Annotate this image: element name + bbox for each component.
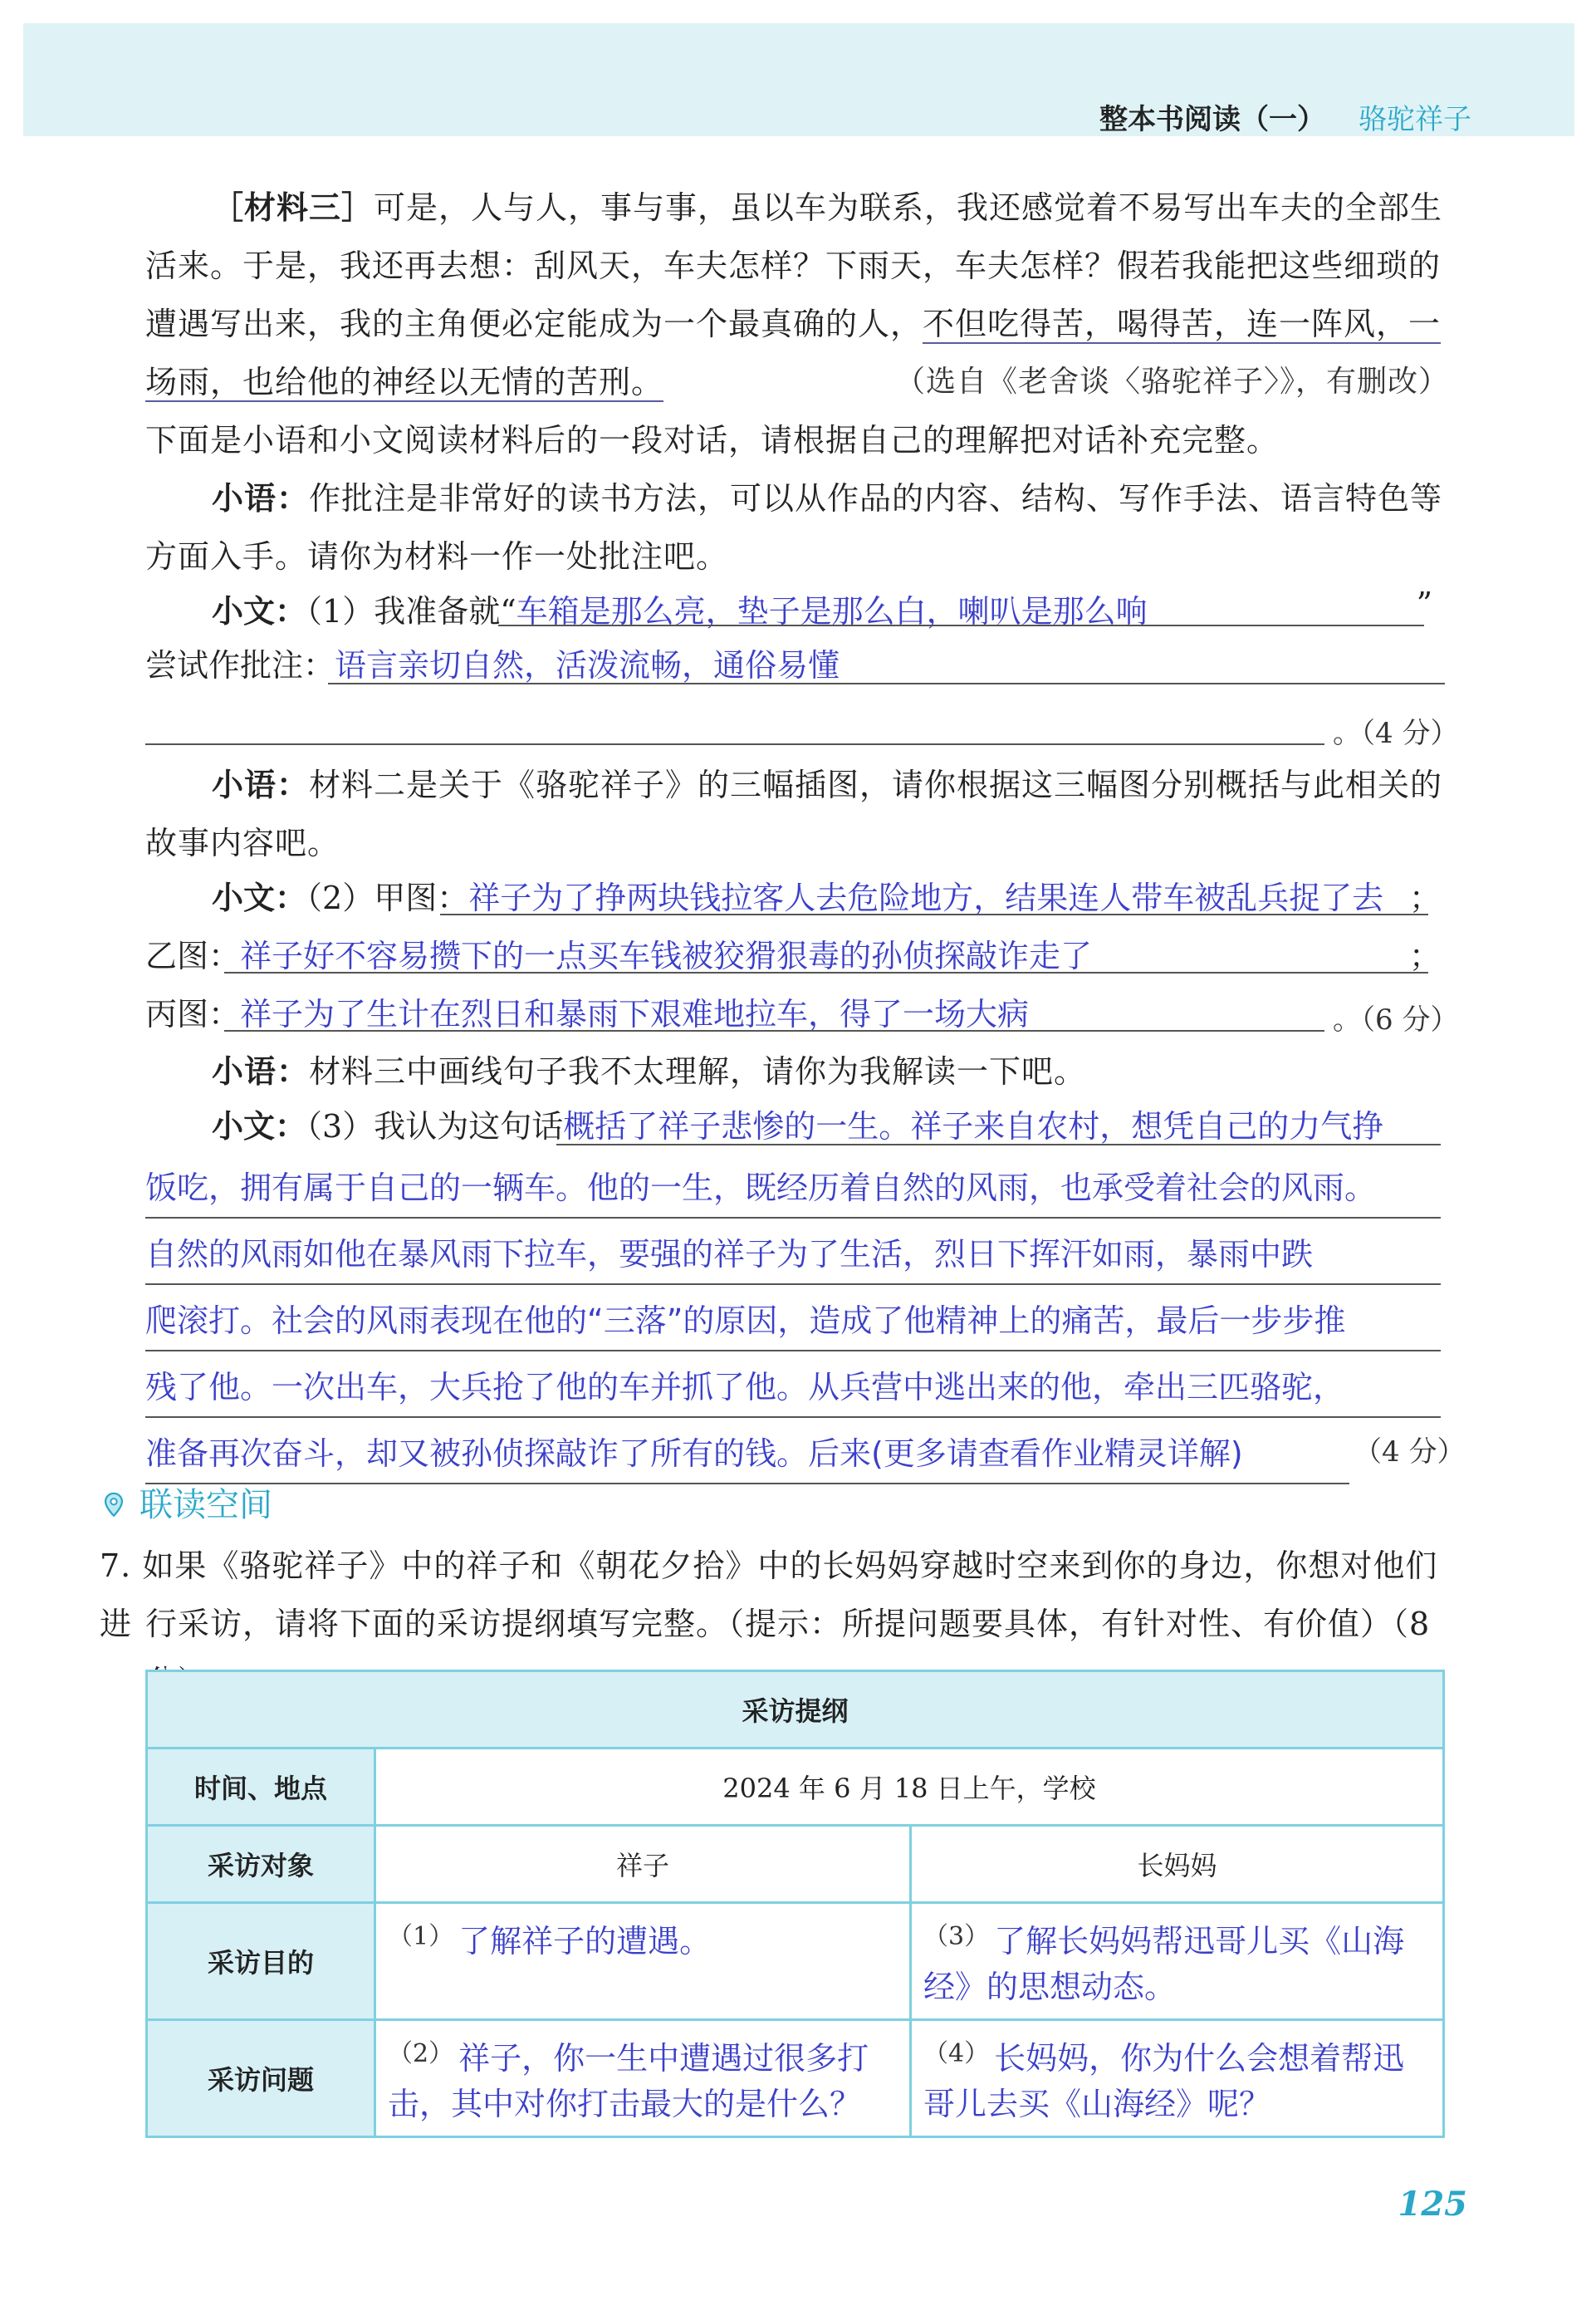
answer-underline (556, 1144, 1441, 1145)
dialog-text: 作批注是非常好的读书方法，可以从作品的内容、结构、写作手法、语言特色等方面入手。请你为材料一作一处批注吧。 (145, 480, 1443, 575)
underlined-sentence: 不但吃得苦，喝得苦，连一阵风，一场雨，也给他的神经以无情的苦刑。 (145, 306, 1442, 400)
answer-row-2 (145, 640, 1449, 698)
handwritten-answer[interactable]: 语言亲切自然，活泼流畅，通俗易懂 (335, 647, 840, 684)
handwritten-answer[interactable]: 了解祥子的遭遇。 (458, 1923, 712, 1959)
section-title-text: 联读空间 (140, 1486, 272, 1524)
quote-close: ” (1416, 586, 1432, 622)
target-changmama: 长妈妈 (911, 1826, 1444, 1903)
row-label-time: 时间、地点 (147, 1749, 375, 1826)
score-label: 。（4 分） (1333, 717, 1459, 750)
dialog-xiaoyu-1 (145, 469, 1449, 586)
question-7-line2: 行采访，请将下面的采访提纲填写完整。（提示：所提问题要具体，有针对性、有价值）（8 (145, 1606, 1431, 1642)
handwritten-answer[interactable]: 祥子为了生计在烈日和暴雨下艰难地拉车，得了一场大病 (240, 996, 1030, 1032)
answer-prefix: （1）我准备就“ (306, 593, 516, 630)
dialog-text: 材料二是关于《骆驼祥子》的三幅插图，请你根据这三幅图分别概括与此相关的故事内容吧。 (145, 767, 1443, 861)
handwritten-answer-line[interactable]: 残了他。一次出车，大兵抢了他的车并抓了他。从兵营中逃出来的他，牵出三匹骆驼， (145, 1358, 1441, 1418)
answer-underline (440, 914, 1428, 915)
page-header (1099, 96, 1471, 137)
score-label: 。（6 分） (1333, 1003, 1459, 1037)
speaker-xiaowen: 小文： (212, 1108, 307, 1145)
item-number: （1） (388, 1922, 454, 1951)
material-source: （选自《老舍谈〈骆驼祥子〉》，有删改） (894, 365, 1449, 399)
material-label: ［材料三］ (212, 189, 375, 226)
answer-prefix: 乙图： (145, 938, 241, 974)
row-label-question: 采访问题 (147, 2020, 375, 2137)
answer-prefix: （3）我认为这句话 (306, 1108, 564, 1145)
header-title: 整本书阅读（一） (1099, 103, 1325, 136)
speaker-xiaowen: 小文： (212, 880, 307, 916)
interview-outline-table (145, 1670, 1445, 2138)
question-cell-b[interactable] (911, 2020, 1444, 2137)
material-three (145, 179, 1449, 411)
purpose-cell-b[interactable] (911, 1903, 1444, 2020)
table-title: 采访提纲 (147, 1671, 1444, 1749)
handwritten-answer-line[interactable]: 爬滚打。社会的风雨表现在他的“三落”的原因，造成了他精神上的痛苦，最后一步步推 (145, 1292, 1441, 1351)
handwritten-answer[interactable]: 长妈妈，你为什么会想着帮迅哥儿去买《山海经》呢？ (923, 2040, 1405, 2122)
answer-underline (224, 972, 1428, 974)
dialog-xiaoyu-2 (145, 756, 1449, 872)
dialog-xiaoyu-3 (145, 1042, 1449, 1101)
item-number: （3） (923, 1922, 990, 1951)
instruction-text: 下面是小语和小文阅读材料后的一段对话，请根据自己的理解把对话补充完整。 (145, 422, 1280, 459)
answer-underline (328, 683, 1445, 684)
answer-row-jia (145, 872, 1449, 930)
answer-prefix: （2）甲图： (306, 880, 469, 916)
question-cell-a[interactable] (375, 2020, 911, 2137)
question-number: 7. (100, 1547, 132, 1584)
handwritten-answer[interactable]: 祥子，你一生中遭遇过很多打击，其中对你打击最大的是什么？ (388, 2040, 869, 2122)
row-label-target: 采访对象 (147, 1826, 375, 1903)
speaker-xiaoyu: 小语： (212, 1053, 310, 1090)
handwritten-answer-line[interactable]: 准备再次奋斗，却又被孙侦探敲诈了所有的钱。后来(更多请查看作业精灵详解) (145, 1425, 1349, 1484)
answer-prefix: 丙图： (145, 996, 241, 1032)
location-pin-icon (100, 1491, 128, 1519)
page-number: 125 (1398, 2185, 1467, 2224)
handwritten-answer-line[interactable]: 自然的风雨如他在暴风雨下拉车，要强的祥子为了生活，烈日下挥汗如雨，暴雨中跌 (145, 1225, 1441, 1285)
material-text: 可是，人与人，事与事，虽以车为联系，我还感觉着不易写出车夫的全部生活来。于是，我还再去想：刮风天，车夫怎样？下雨天，车夫怎样？假若我能把这些细琐的遭遇写出来，我的主角便必定能成为一个最真确的人， (145, 189, 1443, 342)
item-number: （4） (923, 2039, 990, 2068)
purpose-cell-a[interactable] (375, 1903, 911, 2020)
handwritten-answer[interactable]: 了解长妈妈帮迅哥儿买《山海经》的思想动态。 (923, 1923, 1405, 2005)
handwritten-answer[interactable]: 祥子好不容易攒下的一点买车钱被狡猾狠毒的孙侦探敲诈走了 (240, 938, 1093, 974)
section-title (100, 1479, 272, 1526)
answer-underline (224, 1030, 1324, 1032)
answer-row-bing (145, 988, 1449, 1047)
answer-row-3 (145, 1101, 1449, 1159)
target-xiangzi: 祥子 (375, 1826, 911, 1903)
time-place-value: 2024 年 6 月 18 日上午，学校 (375, 1749, 1444, 1826)
score-label: （4 分） (1354, 1435, 1466, 1469)
speaker-xiaowen: 小文： (212, 593, 307, 630)
answer-row-yi (145, 930, 1449, 988)
answer-underline (498, 625, 1424, 626)
row-label-purpose: 采访目的 (147, 1903, 375, 2020)
handwritten-answer-line[interactable]: 饭吃，拥有属于自己的一辆车。他的一生，既经历着自然的风雨，也承受着社会的风雨。 (145, 1159, 1441, 1219)
separator: ； (1408, 938, 1441, 974)
answer-label: 尝试作批注： (145, 647, 335, 684)
question-text-1: 如果《骆驼祥子》中的祥子和《朝花夕拾》中的长妈妈穿越时空来到你的身边，你想对他们进 (100, 1547, 1438, 1642)
handwritten-answer[interactable]: 概括了祥子悲惨的一生。祥子来自农村，想凭自己的力气挣 (563, 1108, 1384, 1145)
header-subtitle: 骆驼祥子 (1359, 103, 1471, 136)
dialog-text: 材料三中画线句子我不太理解，请你为我解读一下吧。 (309, 1053, 1087, 1090)
handwritten-answer[interactable]: 祥子为了挣两块钱拉客人去危险地方，结果连人带车被乱兵捉了去 (468, 880, 1384, 916)
item-number: （2） (388, 2039, 454, 2068)
handwritten-answer[interactable]: 车箱是那么亮，垫子是那么白，喇叭是那么响 (516, 593, 1148, 630)
answer-underline (145, 743, 1324, 745)
answer-row-1 (145, 586, 1449, 644)
speaker-xiaoyu: 小语： (212, 480, 310, 517)
speaker-xiaoyu: 小语： (212, 767, 310, 803)
separator: ； (1408, 880, 1441, 916)
